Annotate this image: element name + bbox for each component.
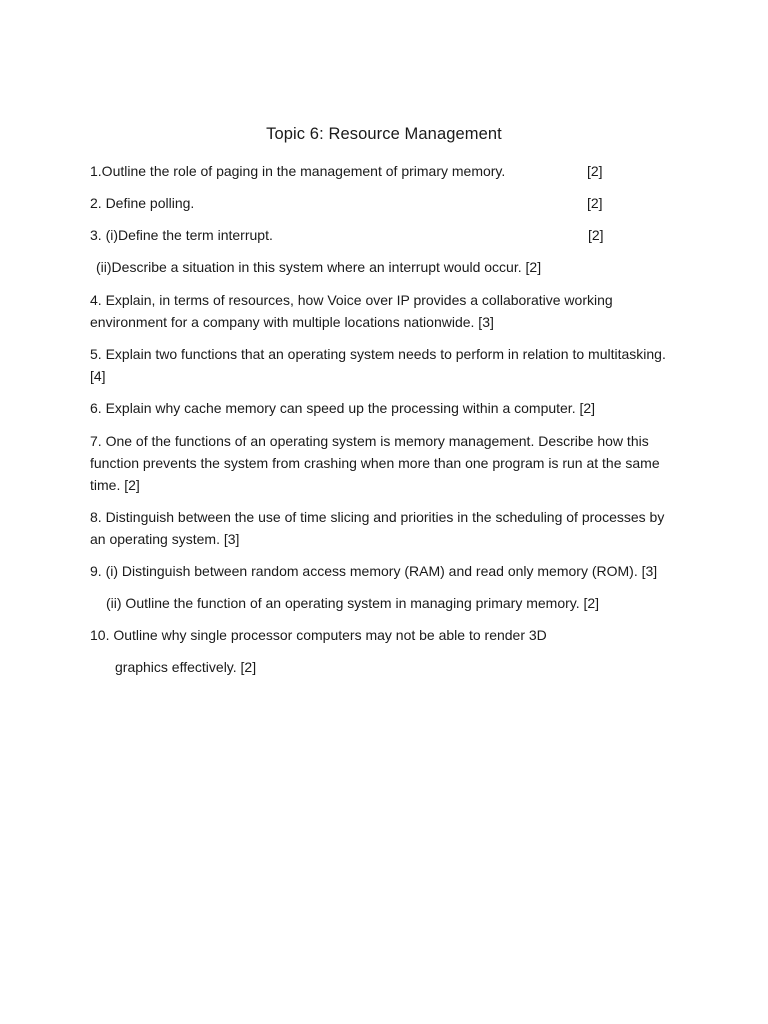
question-6: 6. Explain why cache memory can speed up the processing within a computer. [2] bbox=[90, 400, 596, 416]
question-1-mark: [2] bbox=[587, 163, 603, 179]
question-4: 4. Explain, in terms of resources, how Voice over IP provides a collaborative working environment for a company with multiple locations nationwide. [3] bbox=[90, 292, 613, 330]
question-10-continuation: graphics effectively. [2] bbox=[115, 659, 257, 675]
page-title: Topic 6: Resource Management bbox=[266, 125, 502, 143]
question-5: 5. Explain two functions that an operating system needs to perform in relation to multitasking. [4] bbox=[90, 346, 666, 384]
question-3-i-mark: [2] bbox=[588, 227, 604, 243]
question-2-mark: [2] bbox=[587, 195, 603, 211]
question-2: 2. Define polling. bbox=[90, 195, 195, 211]
question-1: 1.Outline the role of paging in the management of primary memory. bbox=[90, 163, 506, 179]
question-9-i: 9. (i) Distinguish between random access memory (RAM) and read only memory (ROM). [3] bbox=[90, 563, 658, 579]
question-3-i: 3. (i)Define the term interrupt. bbox=[90, 227, 273, 243]
question-9-ii: (ii) Outline the function of an operating system in managing primary memory. [2] bbox=[106, 595, 600, 611]
question-3-ii: (ii)Describe a situation in this system where an interrupt would occur. [2] bbox=[96, 259, 542, 275]
question-7: 7. One of the functions of an operating system is memory management. Describe how this function prevents the system from crashing when more than one program is run at the same time. [2] bbox=[90, 433, 660, 493]
question-10: 10. Outline why single processor computers may not be able to render 3D bbox=[90, 627, 547, 643]
question-8: 8. Distinguish between the use of time slicing and priorities in the scheduling of processes by an operating system. [3] bbox=[90, 509, 665, 547]
